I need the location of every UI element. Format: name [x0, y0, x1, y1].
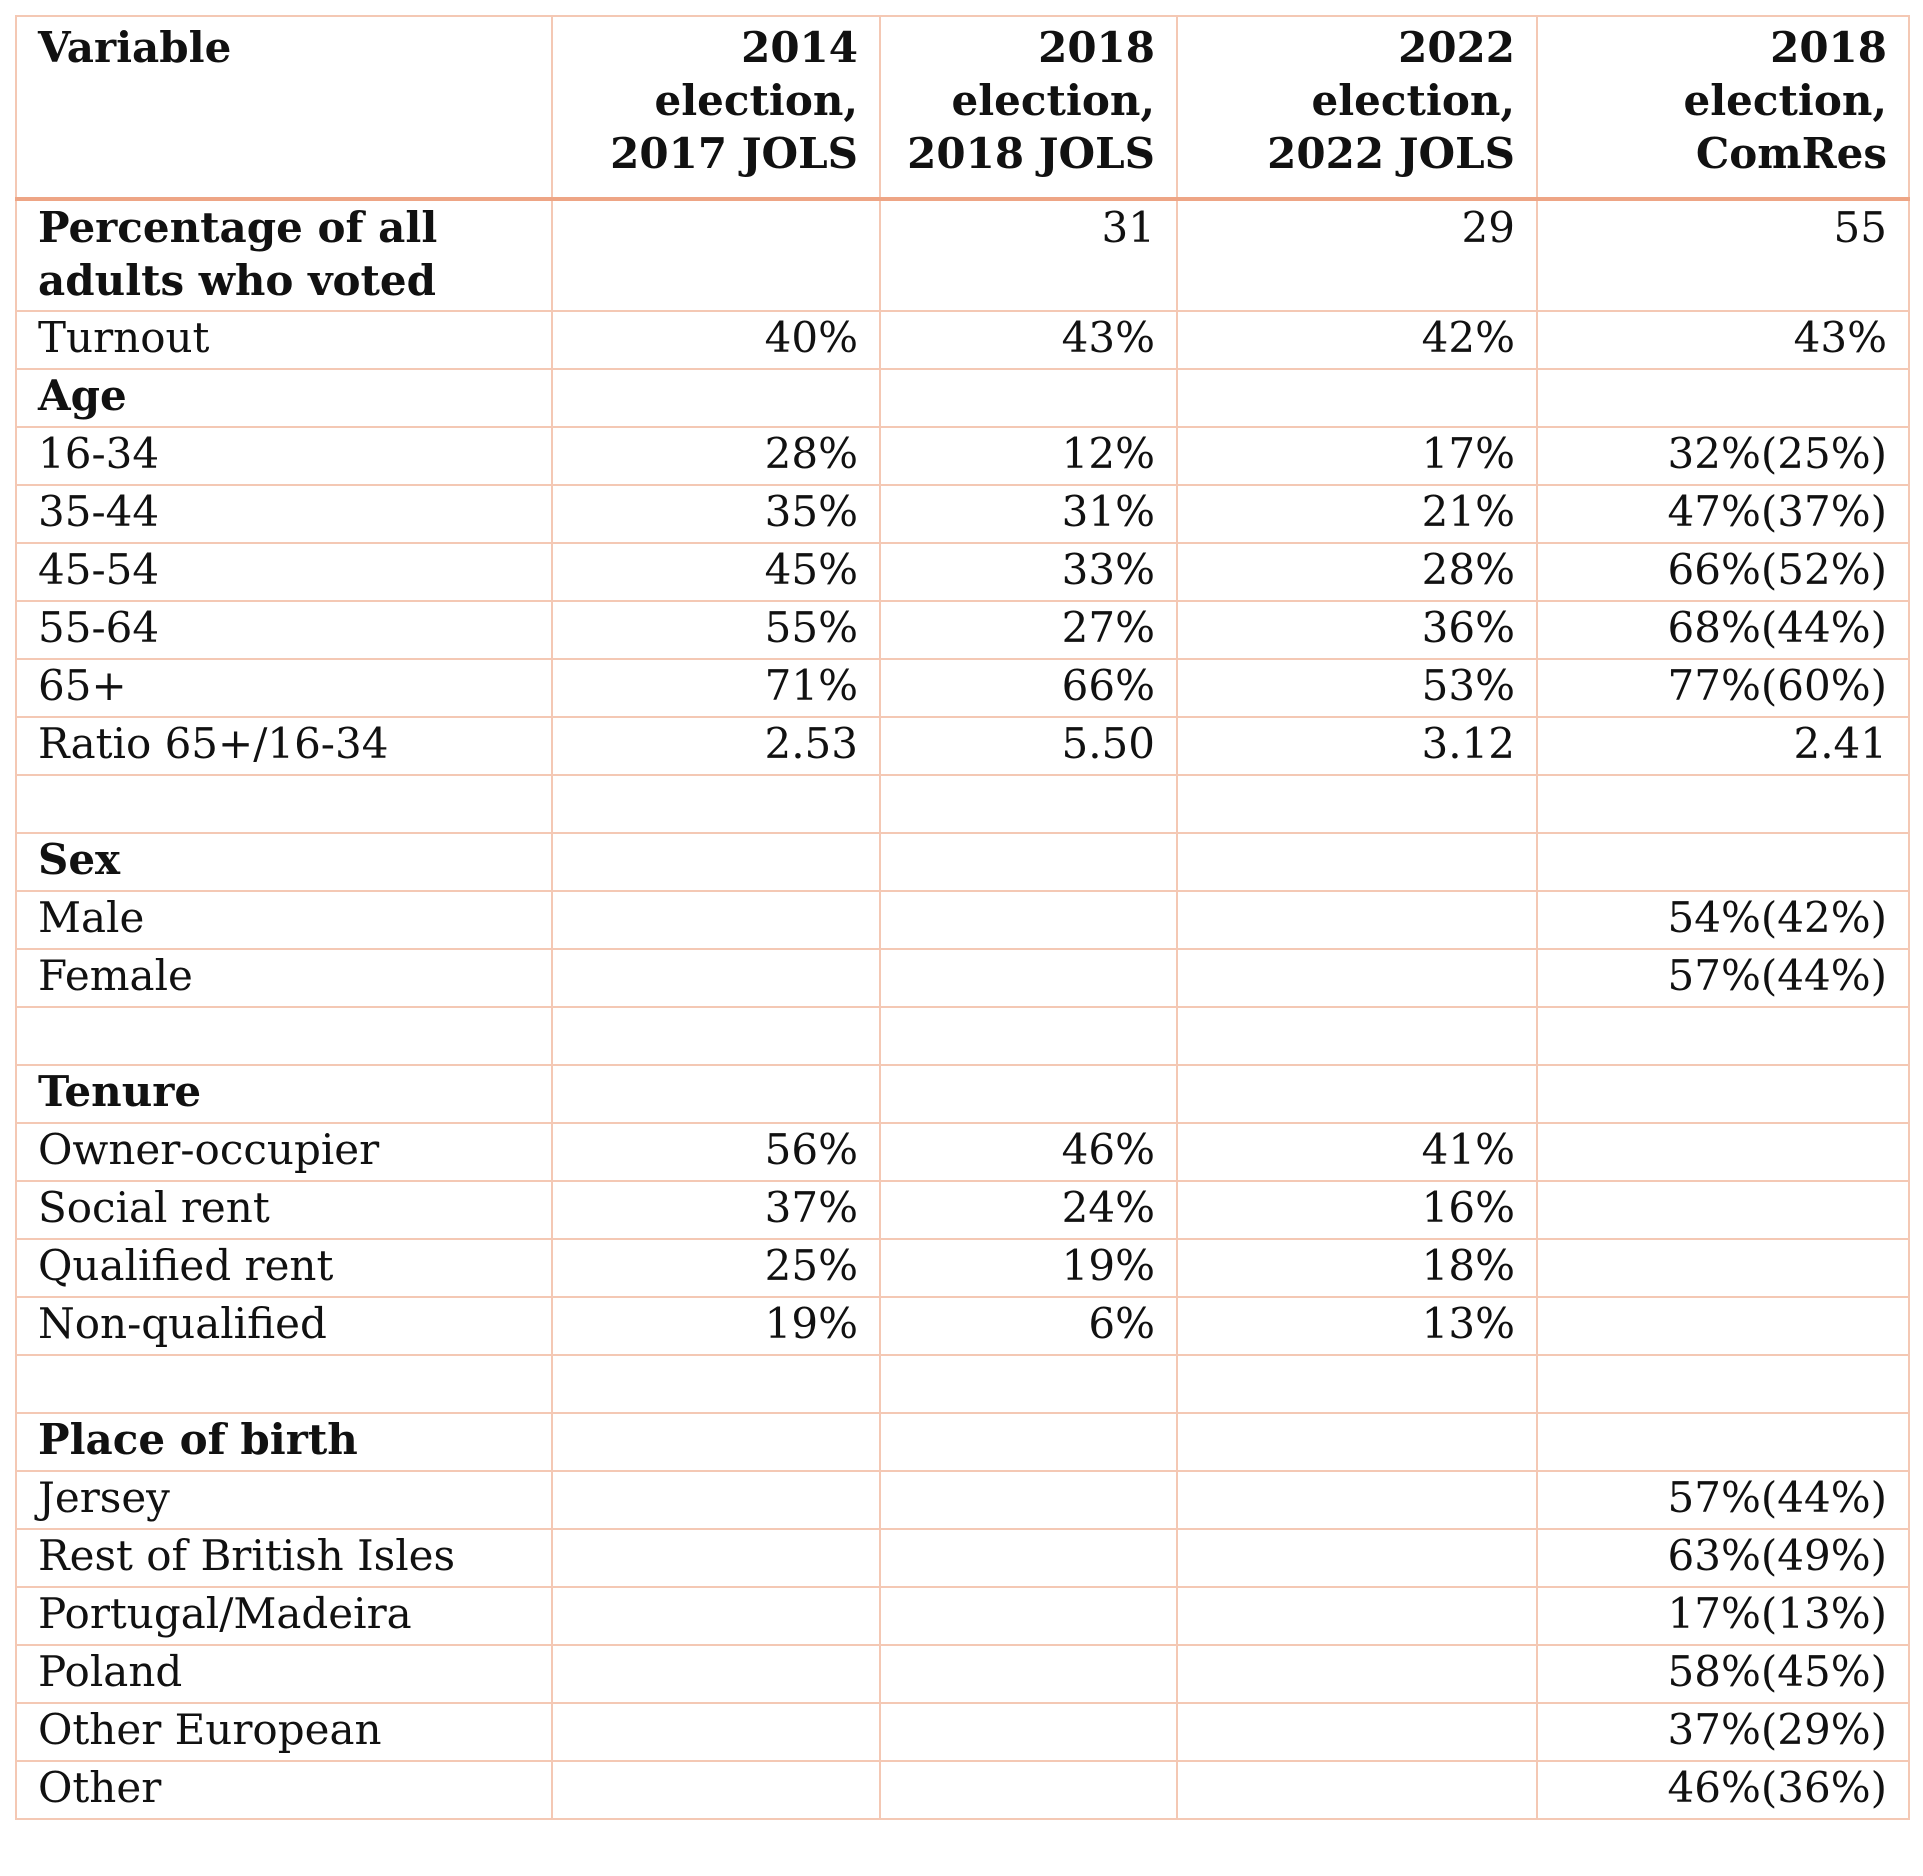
turnout-table [15, 15, 1910, 1820]
table-row [16, 1471, 1909, 1529]
row-label: Turnout [16, 311, 552, 369]
table-row [16, 485, 1909, 543]
cell [1177, 775, 1537, 833]
table-row [16, 1181, 1909, 1239]
table-row [16, 1703, 1909, 1761]
cell [1537, 1181, 1909, 1239]
cell: 27% [880, 601, 1177, 659]
empty-row [16, 1007, 1909, 1065]
cell: 45% [552, 543, 880, 601]
cell [1177, 369, 1537, 427]
cell [880, 833, 1177, 891]
cell: 58%(45%) [1537, 1645, 1909, 1703]
row-label: Other [16, 1761, 552, 1819]
cell [552, 775, 880, 833]
cell [552, 1065, 880, 1123]
cell [1177, 1471, 1537, 1529]
cell [552, 1413, 880, 1471]
cell [16, 1007, 552, 1065]
cell [552, 1007, 880, 1065]
cell [552, 891, 880, 949]
table-row [16, 427, 1909, 485]
cell: 18% [1177, 1239, 1537, 1297]
cell [1177, 949, 1537, 1007]
row-label: Social rent [16, 1181, 552, 1239]
cell: 55% [552, 601, 880, 659]
cell [1537, 369, 1909, 427]
row-label: 16-34 [16, 427, 552, 485]
row-label: Jersey [16, 1471, 552, 1529]
cell [552, 199, 880, 311]
cell: 31 [880, 199, 1177, 311]
cell: 16% [1177, 1181, 1537, 1239]
cell [1537, 1297, 1909, 1355]
cell: 53% [1177, 659, 1537, 717]
row-label: Other European [16, 1703, 552, 1761]
cell [1177, 1355, 1537, 1413]
table-row [16, 949, 1909, 1007]
cell [1537, 1123, 1909, 1181]
cell: 31% [880, 485, 1177, 543]
empty-row [16, 1355, 1909, 1413]
cell: 32%(25%) [1537, 427, 1909, 485]
cell: 55 [1537, 199, 1909, 311]
section-heading-row [16, 1413, 1909, 1471]
row-label: 55-64 [16, 601, 552, 659]
row-label: Ratio 65+/16-34 [16, 717, 552, 775]
table-row [16, 1123, 1909, 1181]
cell [880, 949, 1177, 1007]
cell [552, 949, 880, 1007]
row-label: 35-44 [16, 485, 552, 543]
cell: 77%(60%) [1537, 659, 1909, 717]
row-label: Non-qualified [16, 1297, 552, 1355]
cell: 66%(52%) [1537, 543, 1909, 601]
row-label: Male [16, 891, 552, 949]
cell [1537, 1065, 1909, 1123]
cell [1177, 1529, 1537, 1587]
cell: 36% [1177, 601, 1537, 659]
header-2018-comres: 2018 election, ComRes [1537, 16, 1909, 199]
cell: 17%(13%) [1537, 1587, 1909, 1645]
cell [880, 369, 1177, 427]
empty-row [16, 775, 1909, 833]
row-label: Female [16, 949, 552, 1007]
cell: 66% [880, 659, 1177, 717]
cell: 2.41 [1537, 717, 1909, 775]
section-heading-row [16, 833, 1909, 891]
table-row [16, 1529, 1909, 1587]
table-row [16, 199, 1909, 311]
cell: 68%(44%) [1537, 601, 1909, 659]
cell: 35% [552, 485, 880, 543]
cell [1537, 833, 1909, 891]
cell [1177, 1007, 1537, 1065]
section-heading-row [16, 369, 1909, 427]
cell: 40% [552, 311, 880, 369]
cell [880, 1007, 1177, 1065]
cell [880, 1355, 1177, 1413]
cell [1537, 1413, 1909, 1471]
row-label: Rest of British Isles [16, 1529, 552, 1587]
cell [1537, 1355, 1909, 1413]
cell: 47%(37%) [1537, 485, 1909, 543]
cell [880, 1587, 1177, 1645]
cell: 42% [1177, 311, 1537, 369]
table-container [15, 15, 1908, 1820]
cell: 5.50 [880, 717, 1177, 775]
cell [552, 1645, 880, 1703]
row-label: Portugal/Madeira [16, 1587, 552, 1645]
header-2014-jols: 2014 election, 2017 JOLS [552, 16, 880, 199]
section-heading: Sex [16, 833, 552, 891]
table-row [16, 891, 1909, 949]
cell: 28% [552, 427, 880, 485]
cell: 12% [880, 427, 1177, 485]
cell [880, 891, 1177, 949]
table-row [16, 1645, 1909, 1703]
header-variable: Variable [16, 16, 552, 199]
cell: 6% [880, 1297, 1177, 1355]
header-2018-jols: 2018 election, 2018 JOLS [880, 16, 1177, 199]
table-row [16, 1587, 1909, 1645]
cell [1177, 1703, 1537, 1761]
row-label: Owner-occupier [16, 1123, 552, 1181]
table-row [16, 717, 1909, 775]
cell: 54%(42%) [1537, 891, 1909, 949]
cell: 46% [880, 1123, 1177, 1181]
cell [552, 1355, 880, 1413]
cell: 41% [1177, 1123, 1537, 1181]
table-row [16, 1761, 1909, 1819]
cell: 13% [1177, 1297, 1537, 1355]
row-label: Percentage of all adults who voted [16, 199, 552, 311]
table-row [16, 1239, 1909, 1297]
section-heading-row [16, 1065, 1909, 1123]
cell: 57%(44%) [1537, 1471, 1909, 1529]
cell: 3.12 [1177, 717, 1537, 775]
cell [1177, 1761, 1537, 1819]
table-row [16, 659, 1909, 717]
cell: 43% [880, 311, 1177, 369]
cell: 71% [552, 659, 880, 717]
cell [880, 1645, 1177, 1703]
cell: 43% [1537, 311, 1909, 369]
cell [880, 1065, 1177, 1123]
cell [1177, 1413, 1537, 1471]
cell: 24% [880, 1181, 1177, 1239]
cell: 28% [1177, 543, 1537, 601]
row-label: Poland [16, 1645, 552, 1703]
cell [880, 1703, 1177, 1761]
cell: 25% [552, 1239, 880, 1297]
cell [1177, 1645, 1537, 1703]
cell [552, 1471, 880, 1529]
cell: 33% [880, 543, 1177, 601]
cell [552, 369, 880, 427]
cell: 37% [552, 1181, 880, 1239]
cell: 57%(44%) [1537, 949, 1909, 1007]
cell [1537, 1007, 1909, 1065]
header-row [16, 16, 1909, 199]
row-label: 45-54 [16, 543, 552, 601]
cell [1537, 775, 1909, 833]
cell: 19% [880, 1239, 1177, 1297]
cell: 2.53 [552, 717, 880, 775]
cell [552, 1703, 880, 1761]
table-row [16, 311, 1909, 369]
cell: 56% [552, 1123, 880, 1181]
cell [1177, 891, 1537, 949]
cell: 63%(49%) [1537, 1529, 1909, 1587]
cell: 17% [1177, 427, 1537, 485]
cell [880, 1413, 1177, 1471]
cell [16, 1355, 552, 1413]
cell [552, 1761, 880, 1819]
cell [552, 833, 880, 891]
table-row [16, 543, 1909, 601]
cell: 21% [1177, 485, 1537, 543]
cell [552, 1587, 880, 1645]
cell [1177, 833, 1537, 891]
cell [552, 1529, 880, 1587]
cell: 37%(29%) [1537, 1703, 1909, 1761]
header-2022-jols: 2022 election, 2022 JOLS [1177, 16, 1537, 199]
row-label: 65+ [16, 659, 552, 717]
cell [1177, 1587, 1537, 1645]
cell [880, 775, 1177, 833]
cell: 19% [552, 1297, 880, 1355]
row-label: Qualified rent [16, 1239, 552, 1297]
cell [1177, 1065, 1537, 1123]
section-heading: Age [16, 369, 552, 427]
table-row [16, 601, 1909, 659]
cell: 29 [1177, 199, 1537, 311]
cell [880, 1471, 1177, 1529]
cell [880, 1761, 1177, 1819]
table-row [16, 1297, 1909, 1355]
cell: 46%(36%) [1537, 1761, 1909, 1819]
section-heading: Tenure [16, 1065, 552, 1123]
cell [16, 775, 552, 833]
cell [880, 1529, 1177, 1587]
section-heading: Place of birth [16, 1413, 552, 1471]
cell [1537, 1239, 1909, 1297]
